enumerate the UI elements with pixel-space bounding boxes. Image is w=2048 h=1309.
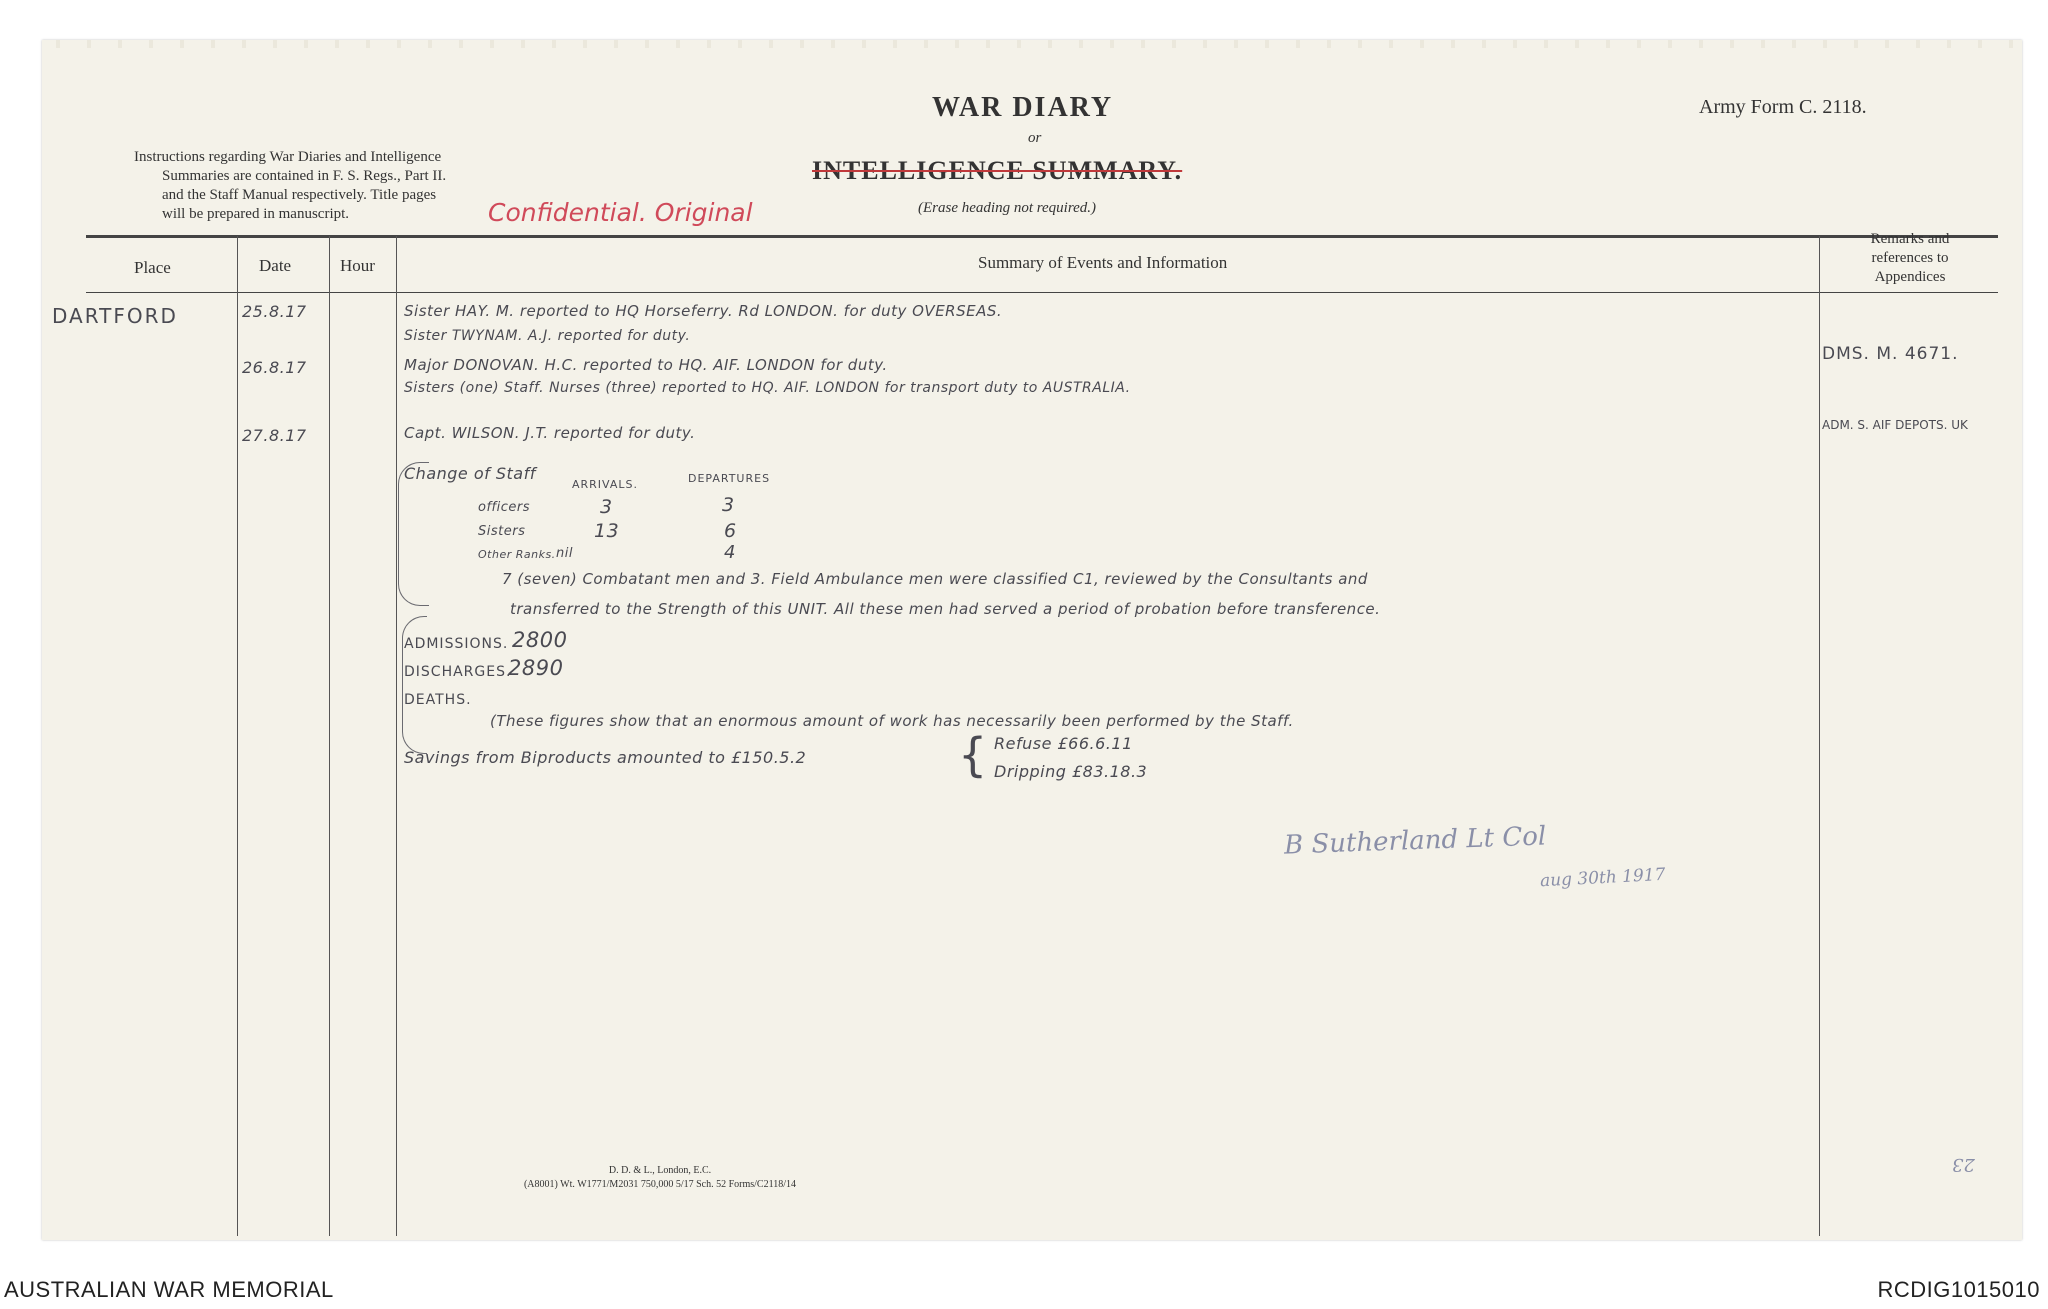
form-number: Army Form C. 2118. — [1699, 96, 1867, 118]
column-header-summary: Summary of Events and Information — [978, 253, 1228, 272]
staff-heading: Change of Staff — [404, 464, 536, 483]
staff-row-label: Other Ranks. — [478, 548, 556, 561]
discharges-label: DISCHARGES. — [404, 664, 512, 680]
title-or: or — [1028, 130, 1042, 146]
instructions-line-4: will be prepared in manuscript. — [162, 206, 350, 222]
date-entry-3: 27.8.17 — [242, 426, 307, 445]
deaths-label: DEATHS. — [404, 692, 472, 708]
staff-row-label: officers — [478, 500, 530, 515]
summary-line-5: Capt. WILSON. J.T. reported for duty. — [404, 424, 696, 442]
column-divider-place — [237, 236, 238, 1236]
remarks-line-1: Remarks and — [1870, 231, 1950, 247]
printer-line-1: D. D. & L., London, E.C. — [608, 1165, 712, 1176]
instructions-line-3: and the Staff Manual respectively. Title pages — [162, 187, 437, 203]
transfer-line-1: 7 (seven) Combatant men and 3. Field Ambulance men were classified C1, reviewed by the Consultants and — [502, 570, 1368, 588]
transfer-line-2: transferred to the Strength of this UNIT. All these men had served a period of probation before transference. — [510, 600, 1381, 618]
signature-date: aug 30th 1917 — [1539, 864, 1666, 892]
page-title: WAR DIARY — [932, 92, 1114, 123]
summary-line-1: Sister HAY. M. reported to HQ Horseferry. Rd LONDON. for duty OVERSEAS. — [404, 302, 1003, 320]
admissions-label: ADMISSIONS. — [404, 636, 509, 652]
staff-col-departures: DEPARTURES — [688, 472, 771, 485]
column-header-place: Place — [134, 258, 171, 277]
column-divider-hour — [396, 236, 397, 1236]
staff-brace — [398, 462, 429, 606]
staff-col-arrivals: ARRIVALS. — [572, 478, 639, 491]
summary-line-2: Sister TWYNAM. A.J. reported for duty. — [404, 328, 691, 344]
erase-note: (Erase heading not required.) — [918, 200, 1097, 216]
war-diary-sheet — [42, 40, 2022, 1240]
page-mark: 23 — [1952, 1154, 1975, 1175]
subtitle-struck: INTELLIGENCE SUMMARY. — [812, 156, 1183, 185]
column-divider-date — [329, 236, 330, 1236]
printer-imprint — [440, 1164, 880, 1192]
discharges-value: 2890 — [508, 656, 564, 680]
staff-row-arrivals: 3 — [600, 496, 613, 518]
header-rule — [86, 292, 1998, 293]
staff-row-arrivals: nil — [556, 546, 573, 561]
instructions-line-2: Summaries are contained in F. S. Regs., Part II. — [162, 168, 447, 184]
place-value: DARTFORD — [52, 304, 178, 328]
instructions-line-1: Instructions regarding War Diaries and Intelligence — [134, 149, 442, 165]
footer-right: RCDIG1015010 — [1877, 1277, 2040, 1302]
remark-2: ADM. S. AIF DEPOTS. UK — [1822, 418, 1968, 432]
signature: B Sutherland Lt Col — [1283, 821, 1547, 861]
remarks-line-3: Appendices — [1874, 269, 1946, 285]
date-entry-1: 25.8.17 — [242, 302, 307, 321]
dripping-value: Dripping £83.18.3 — [994, 762, 1148, 781]
column-header-date: Date — [259, 256, 292, 275]
instructions-block — [134, 148, 446, 224]
printer-line-2: (A8001) Wt. W1771/M2031 750,000 5/17 Sch. 52 Forms/C2118/14 — [523, 1179, 797, 1190]
footer-left: AUSTRALIAN WAR MEMORIAL — [4, 1277, 334, 1302]
refuse-value: Refuse £66.6.11 — [994, 734, 1133, 753]
top-rule — [86, 235, 1998, 238]
column-divider-remarks — [1819, 236, 1820, 1236]
admissions-value: 2800 — [512, 628, 568, 652]
date-entry-2: 26.8.17 — [242, 358, 307, 377]
torn-edge — [42, 40, 2022, 48]
staff-row-departures: 3 — [722, 494, 735, 516]
savings-line: Savings from Biproducts amounted to £150.5.2 — [404, 748, 807, 767]
savings-brace: { — [958, 728, 988, 782]
remark-1: DMS. M. 4671. — [1822, 344, 1959, 364]
summary-line-3: Major DONOVAN. H.C. reported to HQ. AIF. LONDON for duty. — [404, 356, 888, 374]
summary-line-4: Sisters (one) Staff. Nurses (three) reported to HQ. AIF. LONDON for transport duty to AUSTRALIA. — [404, 380, 1131, 396]
column-header-hour: Hour — [340, 256, 375, 275]
staff-row-departures: 4 — [724, 542, 736, 563]
staff-row-label: Sisters — [478, 524, 526, 539]
confidential-stamp: Confidential. Original — [488, 198, 753, 227]
figures-note: (These figures show that an enormous amount of work has necessarily been performed by the Staff. — [490, 712, 1294, 730]
staff-row-arrivals: 13 — [594, 520, 620, 542]
staff-row-departures: 6 — [724, 520, 737, 542]
remarks-line-2: references to — [1871, 250, 1949, 266]
column-header-remarks — [1825, 230, 1995, 287]
